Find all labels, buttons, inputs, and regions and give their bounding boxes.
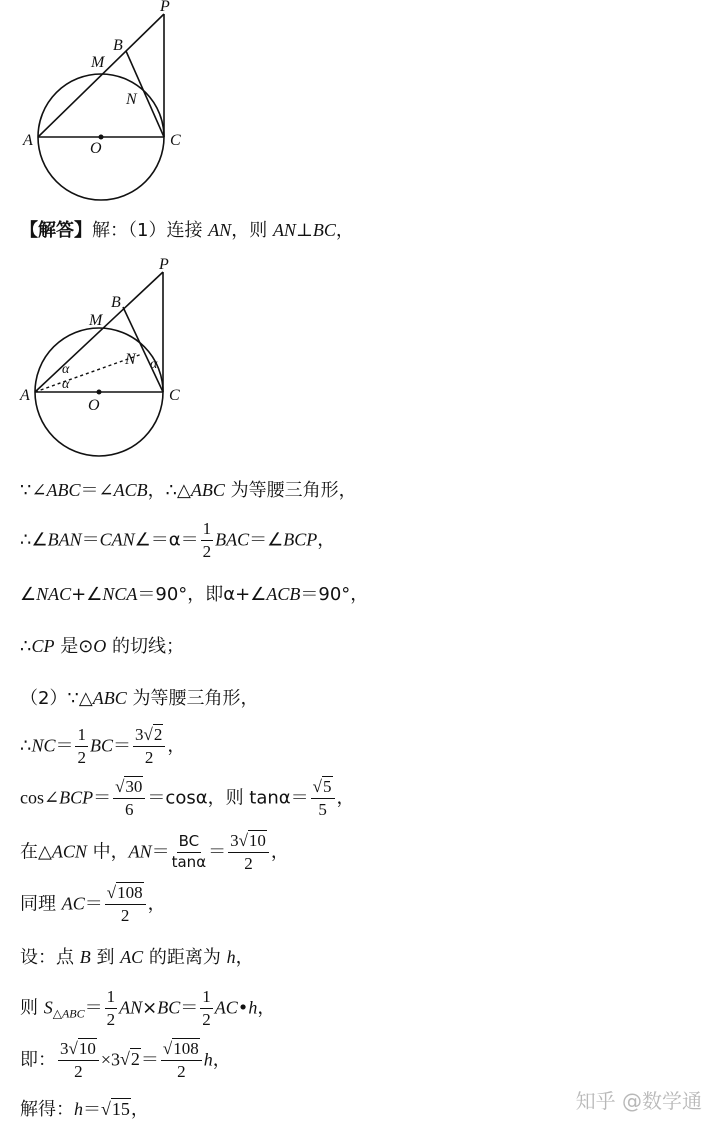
figure-1 [15, 0, 215, 205]
label-c: C [170, 132, 181, 149]
watermark: 知乎 @数学通 [575, 1089, 702, 1113]
line-12: 即： $\frac{3√10}{2}$ ×3√2＝ $\frac{√108}{2}$ h， [20, 1039, 231, 1081]
label-c: C [169, 387, 180, 404]
label-a: A [23, 132, 33, 149]
line-7: cos∠BCP＝ $\frac{√30}{6}$ ＝cosα，则 tanα＝ $\frac{√5}{5}$ ， [20, 777, 355, 819]
line-8: 在△ACN 中，AN＝ $\frac{BC}{\tan\alpha}$ ＝ $\frac{3√10}{2}$ ， [20, 831, 289, 873]
figure-2 [15, 252, 215, 462]
label-b: B [113, 37, 123, 54]
label-o: O [90, 140, 102, 157]
line-9: 同理 AC＝ $\frac{√108}{2}$ ， [20, 883, 166, 925]
answer-header: 【解答】解：（1）连接 AN，则 AN⊥BC， [20, 220, 354, 241]
label-p: P [160, 0, 170, 15]
label-b: B [111, 294, 121, 311]
center-dot [99, 135, 104, 140]
line-5: （2）∵△ABC 为等腰三角形， [20, 688, 259, 709]
line-6: ∴NC＝ $\frac{1}{2}$ BC＝ $\frac{3√2}{2}$ ， [20, 725, 186, 767]
segment-ap [38, 14, 164, 137]
line-3: ∠NAC+∠NCA＝90°，即α+∠ACB＝90°， [20, 584, 369, 605]
label-n: N [125, 351, 136, 368]
line-11: 则 $S_{\triangle ABC}=$ $\frac{1}{2}$ AN×BC＝ $\frac{1}{2}$ AC•h， [20, 987, 276, 1029]
line-13: 解得：h＝√15， [20, 1099, 149, 1120]
label-alpha-1: α [62, 362, 70, 377]
line-2: ∴∠BAN＝CAN∠＝α＝ $\frac{1}{2}$ BAC＝∠BCP， [20, 519, 336, 561]
label-alpha-2: α [62, 377, 70, 392]
label-o: O [88, 397, 100, 414]
label-m: M [89, 312, 103, 329]
segment-ap [35, 272, 163, 392]
center-dot [97, 390, 102, 395]
line-10: 设：点 B 到 AC 的距离为 h， [20, 947, 254, 968]
label-m: M [91, 54, 105, 71]
line-4: ∴CP 是⊙O 的切线； [20, 636, 185, 657]
label-alpha-3: α [150, 357, 158, 372]
label-n: N [126, 91, 137, 108]
segment-bc [123, 307, 163, 392]
label-a: A [20, 387, 30, 404]
line-1: ∵∠ABC＝∠ACB，∴△ABC 为等腰三角形， [20, 480, 357, 501]
label-p: P [159, 256, 169, 273]
